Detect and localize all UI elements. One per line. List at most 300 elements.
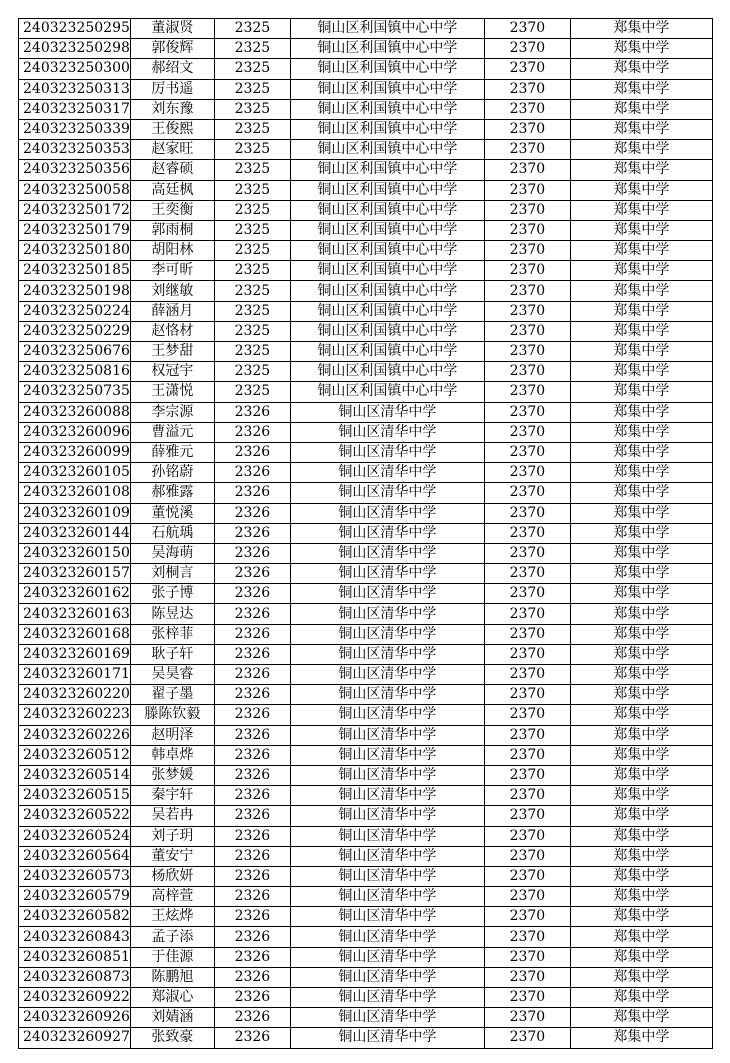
student-name-cell: 张梓菲 xyxy=(130,624,214,644)
school-name-cell: 铜山区清华中学 xyxy=(290,826,484,846)
student-name-cell: 厉书遥 xyxy=(130,79,214,99)
table-row xyxy=(19,745,713,765)
school-name-cell: 铜山区利国镇中心中学 xyxy=(290,321,484,341)
student-id-cell: 240323260926 xyxy=(19,1008,131,1028)
school-name-cell: 铜山区清华中学 xyxy=(290,988,484,1008)
target-school-cell: 郑集中学 xyxy=(570,624,712,644)
table-row xyxy=(19,59,713,79)
school-name-cell: 铜山区清华中学 xyxy=(290,665,484,685)
target-school-cell: 郑集中学 xyxy=(570,39,712,59)
student-name-cell: 曹溢元 xyxy=(130,422,214,442)
school-code-cell: 2326 xyxy=(214,624,290,644)
table-row xyxy=(19,261,713,281)
school-name-cell: 铜山区清华中学 xyxy=(290,604,484,624)
table-row xyxy=(19,826,713,846)
school-code-cell: 2325 xyxy=(214,19,290,39)
school-name-cell: 铜山区利国镇中心中学 xyxy=(290,180,484,200)
target-code-cell: 2370 xyxy=(484,665,570,685)
school-code-cell: 2325 xyxy=(214,180,290,200)
school-name-cell: 铜山区清华中学 xyxy=(290,442,484,462)
target-school-cell: 郑集中学 xyxy=(570,503,712,523)
school-code-cell: 2326 xyxy=(214,1008,290,1028)
target-school-cell: 郑集中学 xyxy=(570,19,712,39)
table-row xyxy=(19,99,713,119)
target-code-cell: 2370 xyxy=(484,402,570,422)
student-id-cell: 240323250224 xyxy=(19,301,131,321)
student-id-cell: 240323250058 xyxy=(19,180,131,200)
school-code-cell: 2326 xyxy=(214,584,290,604)
table-row xyxy=(19,806,713,826)
student-id-cell: 240323250298 xyxy=(19,39,131,59)
student-name-cell: 董悦溪 xyxy=(130,503,214,523)
school-name-cell: 铜山区清华中学 xyxy=(290,866,484,886)
target-code-cell: 2370 xyxy=(484,604,570,624)
school-code-cell: 2326 xyxy=(214,988,290,1008)
target-code-cell: 2370 xyxy=(484,1008,570,1028)
target-code-cell: 2370 xyxy=(484,342,570,362)
table-row xyxy=(19,241,713,261)
target-school-cell: 郑集中学 xyxy=(570,584,712,604)
student-name-cell: 高梓萱 xyxy=(130,887,214,907)
school-code-cell: 2325 xyxy=(214,99,290,119)
table-row xyxy=(19,382,713,402)
school-name-cell: 铜山区清华中学 xyxy=(290,543,484,563)
table-row xyxy=(19,584,713,604)
target-school-cell: 郑集中学 xyxy=(570,866,712,886)
table-row xyxy=(19,1008,713,1028)
student-id-cell: 240323260108 xyxy=(19,483,131,503)
student-name-cell: 赵恪材 xyxy=(130,321,214,341)
student-name-cell: 王炫烨 xyxy=(130,907,214,927)
school-name-cell: 铜山区清华中学 xyxy=(290,503,484,523)
student-name-cell: 滕陈钦毅 xyxy=(130,705,214,725)
target-code-cell: 2370 xyxy=(484,301,570,321)
student-name-cell: 权冠宇 xyxy=(130,362,214,382)
student-id-cell: 240323260514 xyxy=(19,765,131,785)
table-row xyxy=(19,342,713,362)
table-row xyxy=(19,988,713,1008)
student-id-cell: 240323260109 xyxy=(19,503,131,523)
table-row xyxy=(19,705,713,725)
target-school-cell: 郑集中学 xyxy=(570,806,712,826)
student-name-cell: 陈鹏旭 xyxy=(130,967,214,987)
school-name-cell: 铜山区清华中学 xyxy=(290,745,484,765)
target-code-cell: 2370 xyxy=(484,624,570,644)
school-code-cell: 2326 xyxy=(214,786,290,806)
school-name-cell: 铜山区利国镇中心中学 xyxy=(290,342,484,362)
target-code-cell: 2370 xyxy=(484,887,570,907)
school-code-cell: 2325 xyxy=(214,140,290,160)
target-code-cell: 2370 xyxy=(484,927,570,947)
school-code-cell: 2326 xyxy=(214,422,290,442)
school-code-cell: 2325 xyxy=(214,241,290,261)
school-code-cell: 2325 xyxy=(214,59,290,79)
school-code-cell: 2326 xyxy=(214,483,290,503)
school-code-cell: 2326 xyxy=(214,887,290,907)
student-id-cell: 240323250300 xyxy=(19,59,131,79)
target-school-cell: 郑集中学 xyxy=(570,220,712,240)
table-row xyxy=(19,483,713,503)
target-school-cell: 郑集中学 xyxy=(570,362,712,382)
table-row xyxy=(19,685,713,705)
table-row xyxy=(19,362,713,382)
school-name-cell: 铜山区利国镇中心中学 xyxy=(290,281,484,301)
target-code-cell: 2370 xyxy=(484,99,570,119)
target-code-cell: 2370 xyxy=(484,846,570,866)
school-code-cell: 2326 xyxy=(214,866,290,886)
target-code-cell: 2370 xyxy=(484,564,570,584)
table-row xyxy=(19,200,713,220)
school-code-cell: 2326 xyxy=(214,967,290,987)
target-school-cell: 郑集中学 xyxy=(570,79,712,99)
target-code-cell: 2370 xyxy=(484,1028,570,1048)
school-name-cell: 铜山区利国镇中心中学 xyxy=(290,200,484,220)
school-code-cell: 2326 xyxy=(214,947,290,967)
school-name-cell: 铜山区清华中学 xyxy=(290,786,484,806)
student-id-cell: 240323250339 xyxy=(19,119,131,139)
student-id-cell: 240323260168 xyxy=(19,624,131,644)
student-id-cell: 240323260226 xyxy=(19,725,131,745)
table-row xyxy=(19,19,713,39)
student-id-cell: 240323260851 xyxy=(19,947,131,967)
target-school-cell: 郑集中学 xyxy=(570,140,712,160)
student-name-cell: 刘子玥 xyxy=(130,826,214,846)
table-row xyxy=(19,523,713,543)
student-name-cell: 张梦媛 xyxy=(130,765,214,785)
target-school-cell: 郑集中学 xyxy=(570,59,712,79)
student-id-cell: 240323260105 xyxy=(19,463,131,483)
student-id-cell: 240323250229 xyxy=(19,321,131,341)
target-school-cell: 郑集中学 xyxy=(570,947,712,967)
student-id-cell: 240323250180 xyxy=(19,241,131,261)
table-row xyxy=(19,39,713,59)
target-code-cell: 2370 xyxy=(484,786,570,806)
school-code-cell: 2325 xyxy=(214,362,290,382)
target-code-cell: 2370 xyxy=(484,220,570,240)
table-row xyxy=(19,947,713,967)
student-name-cell: 吴海萌 xyxy=(130,543,214,563)
school-code-cell: 2326 xyxy=(214,826,290,846)
target-code-cell: 2370 xyxy=(484,321,570,341)
student-id-cell: 240323260088 xyxy=(19,402,131,422)
student-name-cell: 张致豪 xyxy=(130,1028,214,1048)
student-name-cell: 张子博 xyxy=(130,584,214,604)
target-code-cell: 2370 xyxy=(484,362,570,382)
school-name-cell: 铜山区清华中学 xyxy=(290,463,484,483)
student-id-cell: 240323250816 xyxy=(19,362,131,382)
table-row xyxy=(19,180,713,200)
table-row xyxy=(19,907,713,927)
target-school-cell: 郑集中学 xyxy=(570,564,712,584)
table-row xyxy=(19,140,713,160)
school-code-cell: 2325 xyxy=(214,261,290,281)
student-id-cell: 240323250198 xyxy=(19,281,131,301)
student-name-cell: 薛雅元 xyxy=(130,442,214,462)
target-school-cell: 郑集中学 xyxy=(570,402,712,422)
student-name-cell: 薛涵月 xyxy=(130,301,214,321)
school-name-cell: 铜山区利国镇中心中学 xyxy=(290,119,484,139)
school-code-cell: 2325 xyxy=(214,160,290,180)
target-code-cell: 2370 xyxy=(484,241,570,261)
school-name-cell: 铜山区清华中学 xyxy=(290,1008,484,1028)
table-row xyxy=(19,846,713,866)
school-code-cell: 2326 xyxy=(214,685,290,705)
school-name-cell: 铜山区利国镇中心中学 xyxy=(290,301,484,321)
school-name-cell: 铜山区利国镇中心中学 xyxy=(290,99,484,119)
target-school-cell: 郑集中学 xyxy=(570,442,712,462)
school-code-cell: 2326 xyxy=(214,564,290,584)
table-row xyxy=(19,604,713,624)
student-id-cell: 240323250313 xyxy=(19,79,131,99)
target-school-cell: 郑集中学 xyxy=(570,321,712,341)
student-id-cell: 240323250179 xyxy=(19,220,131,240)
school-name-cell: 铜山区清华中学 xyxy=(290,685,484,705)
student-id-cell: 240323260171 xyxy=(19,665,131,685)
target-school-cell: 郑集中学 xyxy=(570,745,712,765)
target-code-cell: 2370 xyxy=(484,543,570,563)
target-code-cell: 2370 xyxy=(484,160,570,180)
school-code-cell: 2325 xyxy=(214,382,290,402)
target-school-cell: 郑集中学 xyxy=(570,241,712,261)
student-name-cell: 赵明泽 xyxy=(130,725,214,745)
target-school-cell: 郑集中学 xyxy=(570,261,712,281)
student-id-cell: 240323250317 xyxy=(19,99,131,119)
student-name-cell: 翟子墨 xyxy=(130,685,214,705)
target-code-cell: 2370 xyxy=(484,705,570,725)
student-name-cell: 吴若冉 xyxy=(130,806,214,826)
student-name-cell: 郝绍文 xyxy=(130,59,214,79)
student-name-cell: 王潇悦 xyxy=(130,382,214,402)
student-name-cell: 于佳源 xyxy=(130,947,214,967)
school-code-cell: 2325 xyxy=(214,301,290,321)
table-row xyxy=(19,321,713,341)
school-name-cell: 铜山区利国镇中心中学 xyxy=(290,79,484,99)
school-code-cell: 2326 xyxy=(214,745,290,765)
table-row xyxy=(19,543,713,563)
target-school-cell: 郑集中学 xyxy=(570,685,712,705)
target-school-cell: 郑集中学 xyxy=(570,200,712,220)
school-name-cell: 铜山区清华中学 xyxy=(290,927,484,947)
student-id-cell: 240323260524 xyxy=(19,826,131,846)
school-code-cell: 2326 xyxy=(214,503,290,523)
target-school-cell: 郑集中学 xyxy=(570,604,712,624)
school-name-cell: 铜山区清华中学 xyxy=(290,705,484,725)
target-code-cell: 2370 xyxy=(484,745,570,765)
student-id-cell: 240323260922 xyxy=(19,988,131,1008)
table-row xyxy=(19,887,713,907)
student-id-cell: 240323260220 xyxy=(19,685,131,705)
target-school-cell: 郑集中学 xyxy=(570,281,712,301)
target-school-cell: 郑集中学 xyxy=(570,1028,712,1048)
table-row xyxy=(19,644,713,664)
target-school-cell: 郑集中学 xyxy=(570,644,712,664)
school-name-cell: 铜山区利国镇中心中学 xyxy=(290,140,484,160)
target-school-cell: 郑集中学 xyxy=(570,160,712,180)
student-id-cell: 240323260512 xyxy=(19,745,131,765)
school-name-cell: 铜山区利国镇中心中学 xyxy=(290,261,484,281)
table-row xyxy=(19,160,713,180)
school-name-cell: 铜山区清华中学 xyxy=(290,624,484,644)
school-name-cell: 铜山区清华中学 xyxy=(290,846,484,866)
target-school-cell: 郑集中学 xyxy=(570,887,712,907)
table-row xyxy=(19,220,713,240)
target-school-cell: 郑集中学 xyxy=(570,725,712,745)
school-code-cell: 2326 xyxy=(214,725,290,745)
student-name-cell: 赵睿硕 xyxy=(130,160,214,180)
target-school-cell: 郑集中学 xyxy=(570,826,712,846)
student-name-cell: 韩卓烨 xyxy=(130,745,214,765)
target-code-cell: 2370 xyxy=(484,19,570,39)
student-name-cell: 赵家旺 xyxy=(130,140,214,160)
target-code-cell: 2370 xyxy=(484,483,570,503)
target-code-cell: 2370 xyxy=(484,725,570,745)
target-code-cell: 2370 xyxy=(484,826,570,846)
student-name-cell: 刘继敏 xyxy=(130,281,214,301)
student-name-cell: 吴昊睿 xyxy=(130,665,214,685)
target-code-cell: 2370 xyxy=(484,584,570,604)
student-name-cell: 郭俊辉 xyxy=(130,39,214,59)
target-school-cell: 郑集中学 xyxy=(570,927,712,947)
target-school-cell: 郑集中学 xyxy=(570,382,712,402)
school-name-cell: 铜山区清华中学 xyxy=(290,907,484,927)
student-id-cell: 240323250353 xyxy=(19,140,131,160)
school-code-cell: 2326 xyxy=(214,907,290,927)
school-name-cell: 铜山区清华中学 xyxy=(290,806,484,826)
student-id-cell: 240323260573 xyxy=(19,866,131,886)
student-name-cell: 胡阳林 xyxy=(130,241,214,261)
target-code-cell: 2370 xyxy=(484,685,570,705)
student-id-cell: 240323260927 xyxy=(19,1028,131,1048)
student-name-cell: 陈昱达 xyxy=(130,604,214,624)
target-code-cell: 2370 xyxy=(484,967,570,987)
student-name-cell: 耿子轩 xyxy=(130,644,214,664)
table-row xyxy=(19,1028,713,1048)
school-code-cell: 2326 xyxy=(214,705,290,725)
school-code-cell: 2325 xyxy=(214,119,290,139)
target-code-cell: 2370 xyxy=(484,988,570,1008)
school-code-cell: 2326 xyxy=(214,927,290,947)
target-code-cell: 2370 xyxy=(484,281,570,301)
school-name-cell: 铜山区利国镇中心中学 xyxy=(290,39,484,59)
student-id-cell: 240323260163 xyxy=(19,604,131,624)
target-school-cell: 郑集中学 xyxy=(570,543,712,563)
student-id-cell: 240323260144 xyxy=(19,523,131,543)
table-row xyxy=(19,927,713,947)
student-id-cell: 240323260579 xyxy=(19,887,131,907)
student-name-cell: 王奕衡 xyxy=(130,200,214,220)
table-row xyxy=(19,624,713,644)
student-id-cell: 240323260223 xyxy=(19,705,131,725)
school-code-cell: 2326 xyxy=(214,665,290,685)
target-school-cell: 郑集中学 xyxy=(570,1008,712,1028)
school-name-cell: 铜山区清华中学 xyxy=(290,564,484,584)
student-id-cell: 240323250676 xyxy=(19,342,131,362)
student-id-cell: 240323260099 xyxy=(19,442,131,462)
table-row xyxy=(19,564,713,584)
target-code-cell: 2370 xyxy=(484,765,570,785)
student-id-cell: 240323260522 xyxy=(19,806,131,826)
target-code-cell: 2370 xyxy=(484,140,570,160)
student-name-cell: 杨欣妍 xyxy=(130,866,214,886)
school-code-cell: 2326 xyxy=(214,442,290,462)
school-name-cell: 铜山区利国镇中心中学 xyxy=(290,362,484,382)
target-school-cell: 郑集中学 xyxy=(570,119,712,139)
school-name-cell: 铜山区利国镇中心中学 xyxy=(290,19,484,39)
student-id-cell: 240323250735 xyxy=(19,382,131,402)
target-code-cell: 2370 xyxy=(484,503,570,523)
school-code-cell: 2325 xyxy=(214,200,290,220)
student-id-cell: 240323250172 xyxy=(19,200,131,220)
school-code-cell: 2326 xyxy=(214,765,290,785)
target-school-cell: 郑集中学 xyxy=(570,705,712,725)
school-name-cell: 铜山区利国镇中心中学 xyxy=(290,59,484,79)
target-code-cell: 2370 xyxy=(484,39,570,59)
student-name-cell: 石航瑀 xyxy=(130,523,214,543)
student-name-cell: 王俊熙 xyxy=(130,119,214,139)
student-id-cell: 240323260582 xyxy=(19,907,131,927)
student-name-cell: 董安宁 xyxy=(130,846,214,866)
table-row xyxy=(19,665,713,685)
school-name-cell: 铜山区清华中学 xyxy=(290,1028,484,1048)
student-id-cell: 240323260169 xyxy=(19,644,131,664)
table-row xyxy=(19,422,713,442)
target-school-cell: 郑集中学 xyxy=(570,765,712,785)
student-name-cell: 孙铭蔚 xyxy=(130,463,214,483)
student-id-cell: 240323260096 xyxy=(19,422,131,442)
target-school-cell: 郑集中学 xyxy=(570,99,712,119)
target-code-cell: 2370 xyxy=(484,806,570,826)
school-name-cell: 铜山区清华中学 xyxy=(290,584,484,604)
target-code-cell: 2370 xyxy=(484,463,570,483)
school-name-cell: 铜山区清华中学 xyxy=(290,422,484,442)
school-name-cell: 铜山区清华中学 xyxy=(290,887,484,907)
school-code-cell: 2325 xyxy=(214,321,290,341)
school-name-cell: 铜山区清华中学 xyxy=(290,765,484,785)
student-id-cell: 240323260515 xyxy=(19,786,131,806)
school-code-cell: 2326 xyxy=(214,543,290,563)
school-code-cell: 2326 xyxy=(214,644,290,664)
target-school-cell: 郑集中学 xyxy=(570,463,712,483)
target-school-cell: 郑集中学 xyxy=(570,180,712,200)
target-code-cell: 2370 xyxy=(484,261,570,281)
student-id-cell: 240323260150 xyxy=(19,543,131,563)
school-name-cell: 铜山区利国镇中心中学 xyxy=(290,220,484,240)
student-name-cell: 郭雨桐 xyxy=(130,220,214,240)
target-school-cell: 郑集中学 xyxy=(570,786,712,806)
target-code-cell: 2370 xyxy=(484,422,570,442)
school-code-cell: 2326 xyxy=(214,806,290,826)
target-code-cell: 2370 xyxy=(484,866,570,886)
school-name-cell: 铜山区清华中学 xyxy=(290,725,484,745)
student-id-cell: 240323250185 xyxy=(19,261,131,281)
target-code-cell: 2370 xyxy=(484,947,570,967)
student-name-cell: 高廷枫 xyxy=(130,180,214,200)
table-row xyxy=(19,503,713,523)
target-school-cell: 郑集中学 xyxy=(570,523,712,543)
student-name-cell: 董淑贤 xyxy=(130,19,214,39)
target-code-cell: 2370 xyxy=(484,59,570,79)
target-code-cell: 2370 xyxy=(484,442,570,462)
student-id-cell: 240323260564 xyxy=(19,846,131,866)
school-code-cell: 2326 xyxy=(214,463,290,483)
school-name-cell: 铜山区清华中学 xyxy=(290,947,484,967)
student-name-cell: 郝雅露 xyxy=(130,483,214,503)
student-name-cell: 刘婧涵 xyxy=(130,1008,214,1028)
school-name-cell: 铜山区清华中学 xyxy=(290,402,484,422)
student-name-cell: 郑淑心 xyxy=(130,988,214,1008)
target-code-cell: 2370 xyxy=(484,382,570,402)
student-id-cell: 240323250356 xyxy=(19,160,131,180)
